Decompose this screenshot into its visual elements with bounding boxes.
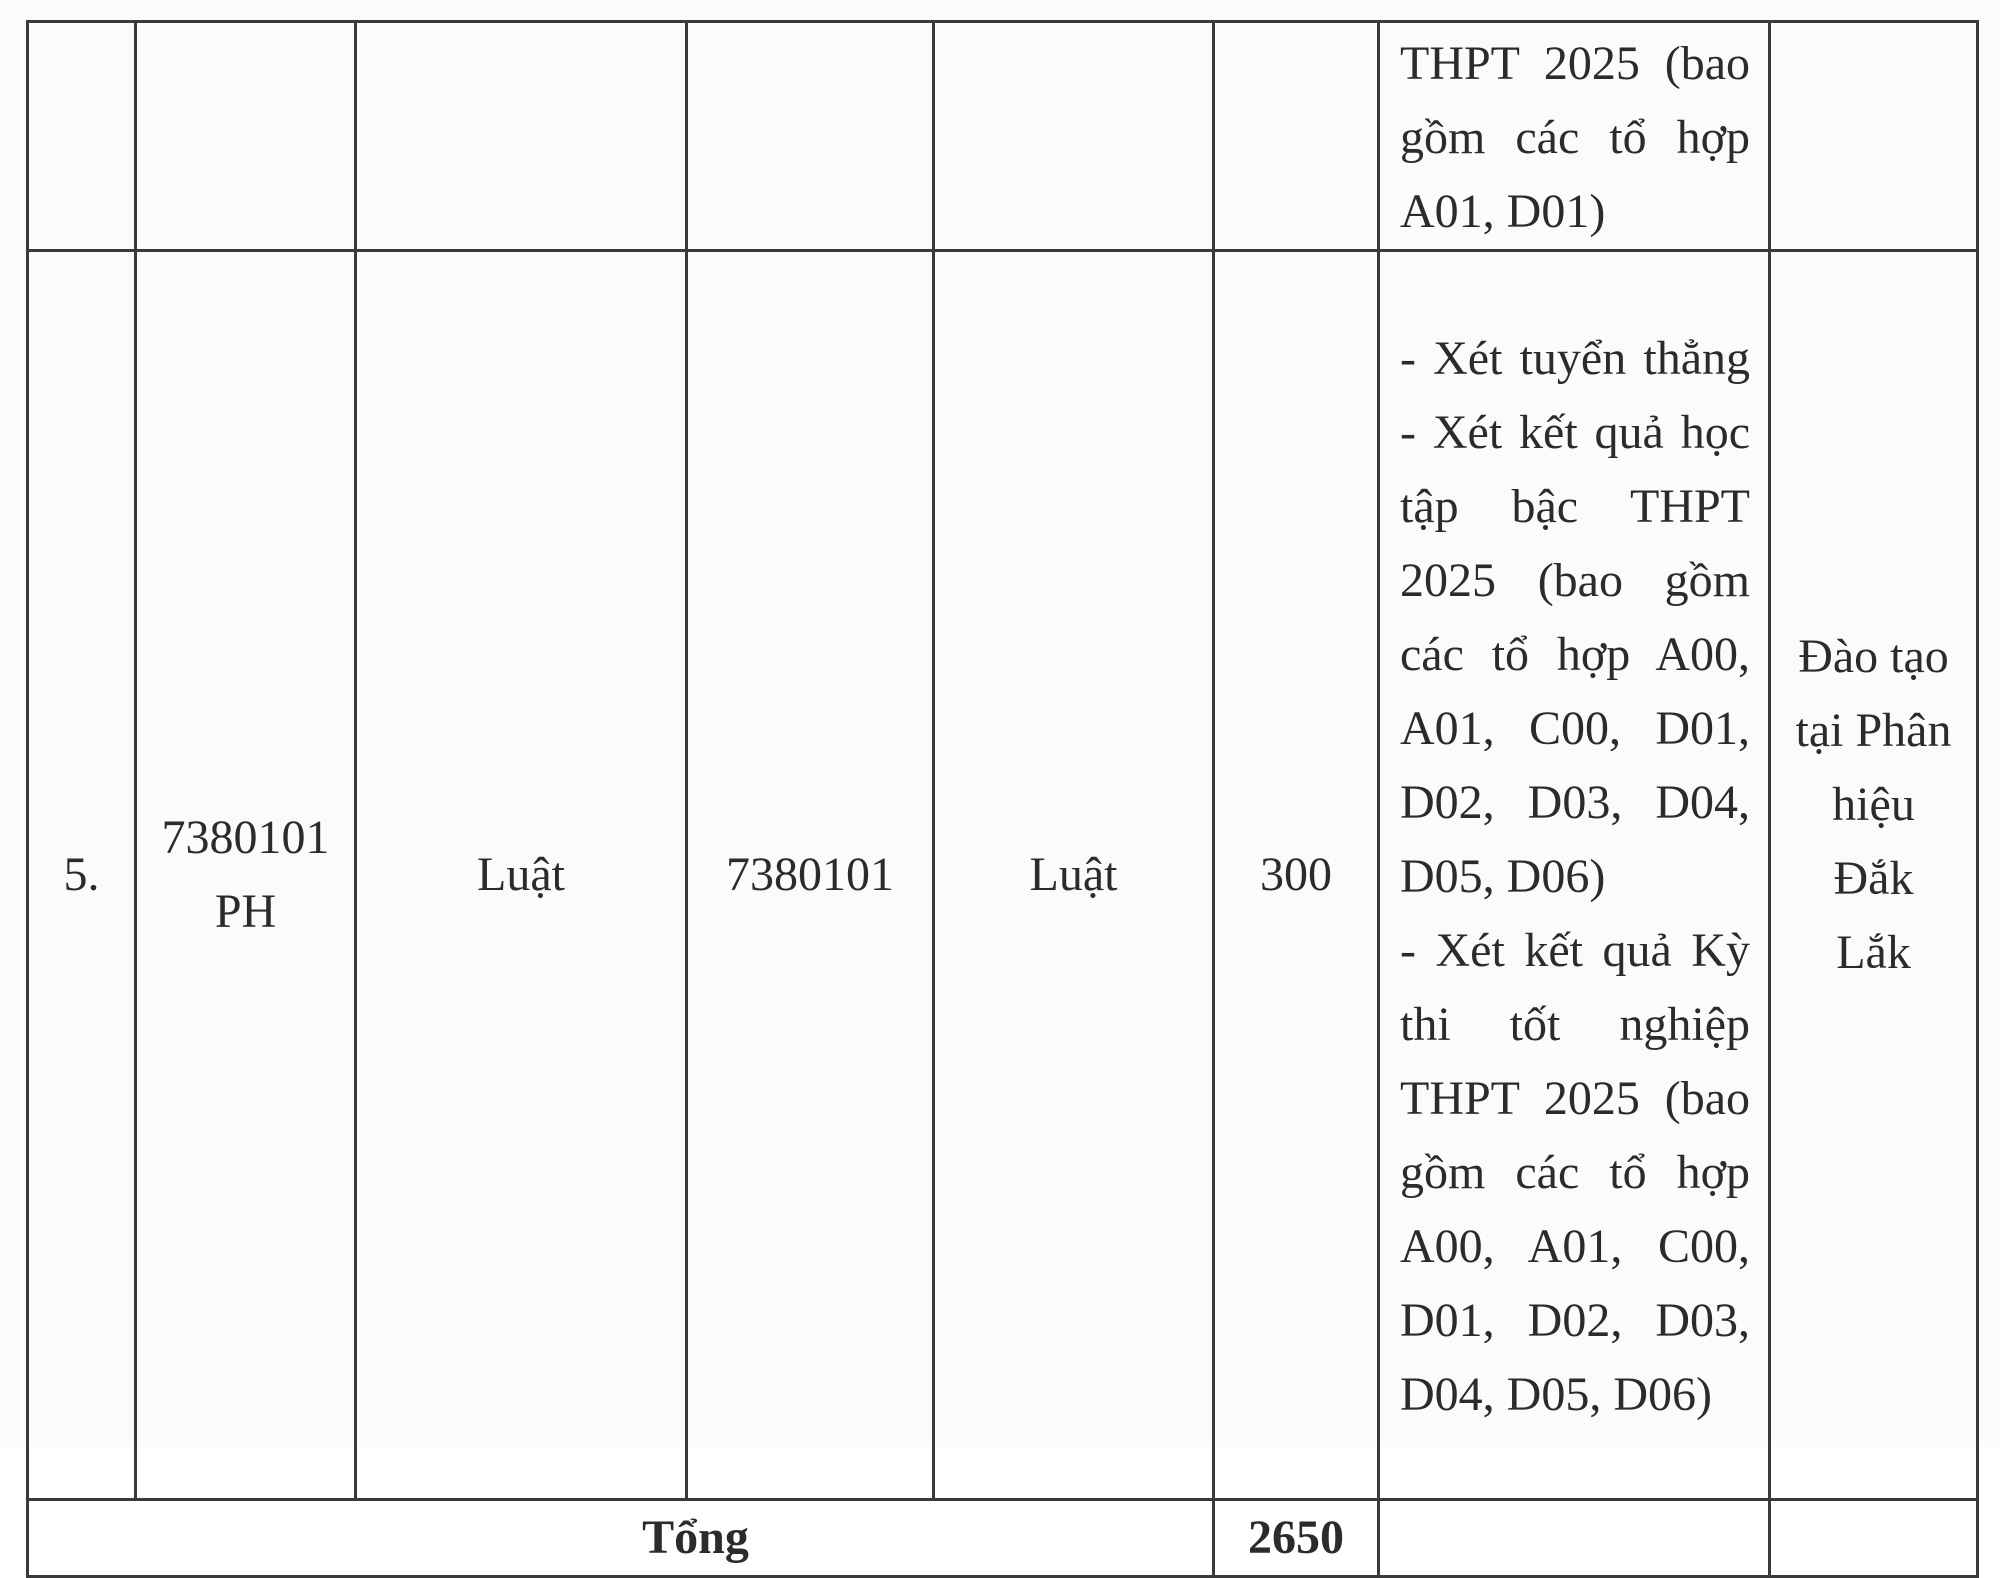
quota-cell: 300	[1214, 251, 1379, 1500]
program-code-cell	[136, 251, 356, 1500]
method-line: - Xét kết quả Kỳ	[1400, 924, 1750, 977]
stt-cell: 5.	[28, 251, 136, 1500]
program-code-line: 7380101	[161, 811, 330, 864]
note-line: Đắk	[1833, 852, 1914, 905]
method-line: D04, D05, D06)	[1400, 1368, 1712, 1421]
total-method-cell	[1379, 1500, 1770, 1577]
method-line: tập bậc THPT	[1400, 480, 1750, 533]
method-line: thi tốt nghiệp	[1400, 998, 1750, 1051]
method-line: D02, D03, D04,	[1400, 776, 1750, 829]
method-line: - Xét tuyển thẳng	[1400, 332, 1750, 385]
method-line: A01, D01)	[1400, 185, 1606, 238]
method-line: A00, A01, C00,	[1400, 1220, 1750, 1273]
note-line: hiệu	[1832, 778, 1915, 831]
note-cell	[1770, 22, 1978, 251]
method-line: D01, D02, D03,	[1400, 1294, 1750, 1347]
program-code-cell	[136, 22, 356, 251]
major-code-cell	[687, 22, 934, 251]
method-cell	[1379, 251, 1770, 1500]
total-value: 2650	[1214, 1500, 1379, 1577]
quota-cell	[1214, 22, 1379, 251]
stt-cell	[28, 22, 136, 251]
note-line: Đào tạo	[1798, 630, 1949, 683]
major-name-cell: Luật	[934, 251, 1214, 1500]
method-line: - Xét kết quả học	[1400, 406, 1750, 459]
major-name-cell	[934, 22, 1214, 251]
total-note-cell	[1770, 1500, 1978, 1577]
method-line: gồm các tổ hợp	[1400, 1146, 1750, 1199]
note-line: Lắk	[1836, 926, 1911, 979]
method-line: 2025 (bao gồm	[1400, 554, 1750, 607]
major-code-cell: 7380101	[687, 251, 934, 1500]
method-line: D05, D06)	[1400, 850, 1606, 903]
method-line: THPT 2025 (bao	[1400, 37, 1750, 90]
method-cell	[1379, 22, 1770, 251]
note-line: tại Phân	[1795, 704, 1952, 757]
program-name-cell	[356, 22, 687, 251]
method-line: gồm các tổ hợp	[1400, 111, 1750, 164]
method-line: các tổ hợp A00,	[1400, 628, 1750, 681]
admissions-table	[26, 20, 1979, 1578]
method-line: A01, C00, D01,	[1400, 702, 1750, 755]
table-row	[28, 251, 1978, 1500]
note-cell	[1770, 251, 1978, 1500]
total-label: Tổng	[28, 1500, 1214, 1577]
table-row-continued	[28, 22, 1978, 251]
program-name-cell: Luật	[356, 251, 687, 1500]
method-line: THPT 2025 (bao	[1400, 1072, 1750, 1125]
program-code-line: PH	[214, 885, 277, 938]
table-row-total	[28, 1500, 1978, 1577]
